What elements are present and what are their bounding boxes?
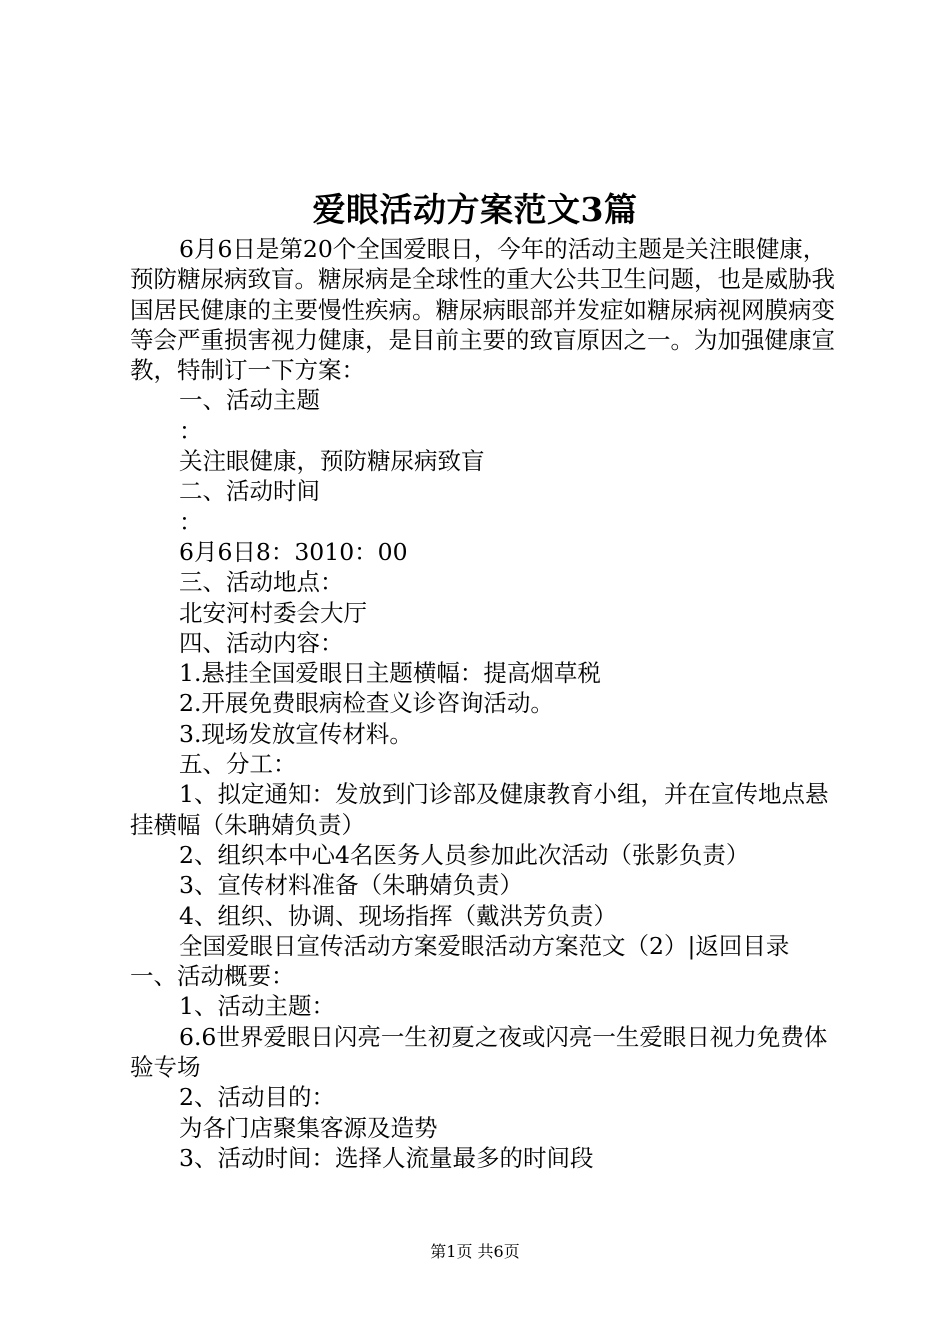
list-item: 2、活动目的： xyxy=(179,1083,335,1112)
page-footer: 第1页 共6页 xyxy=(430,1242,520,1261)
heading-activity-location: 三、活动地点： xyxy=(179,568,344,597)
paragraph-location-text: 北安河村委会大厅 xyxy=(179,598,367,627)
heading-activity-time: 二、活动时间 xyxy=(179,477,320,506)
colon-line: ： xyxy=(179,416,203,445)
document-title: 爱眼活动方案范文3篇 xyxy=(312,190,638,229)
heading-activity-theme: 一、活动主题 xyxy=(179,386,320,415)
list-item: 2.开展免费眼病检查义诊咨询活动。 xyxy=(179,689,554,718)
list-item: 2、组织本中心4名医务人员参加此次活动（张影负责） xyxy=(179,840,750,869)
list-item: 1.悬挂全国爱眼日主题横幅：提高烟草税 xyxy=(179,659,601,688)
list-item: 4、组织、协调、现场指挥（戴洪芳负责） xyxy=(179,901,617,930)
list-item: 3、活动时间：选择人流量最多的时间段 xyxy=(179,1143,594,1172)
list-item: 3、宣传材料准备（朱聃婧负责） xyxy=(179,871,523,900)
list-item: 3.现场发放宣传材料。 xyxy=(179,719,413,748)
list-item: 1、拟定通知：发放到门诊部及健康教育小组，并在宣传地点悬挂横幅（朱聃婧负责） xyxy=(130,780,829,839)
colon-line: ： xyxy=(179,507,203,536)
paragraph-purpose-text: 为各门店聚集客源及造势 xyxy=(179,1113,438,1142)
list-item: 1、活动主题： xyxy=(179,992,335,1021)
paragraph-intro: 6月6日是第20个全国爱眼日，今年的活动主题是关注眼健康，预防糖尿病致盲。糖尿病是全球性的重大公共卫生问题，也是威胁我国居民健康的主要慢性疾病。糖尿病眼部并发症如糖尿病视网膜病变等会严重损害视力健康，是目前主要的致盲原因之一。为加强健康宣教，特制订一下方案： xyxy=(130,235,835,385)
paragraph-time-text: 6月6日8：3010：00 xyxy=(179,537,408,566)
paragraph-section-two-heading: 全国爱眼日宣传活动方案爱眼活动方案范文（2）|返回目录一、活动概要： xyxy=(130,931,790,991)
document-body xyxy=(130,234,836,1173)
paragraph-theme-two: 6.6世界爱眼日闪亮一生初夏之夜或闪亮一生爱眼日视力免费体验专场 xyxy=(130,1022,828,1082)
heading-activity-content: 四、活动内容： xyxy=(179,628,344,657)
heading-division-of-labor: 五、分工： xyxy=(179,750,297,779)
paragraph-theme-text: 关注眼健康，预防糖尿病致盲 xyxy=(179,447,485,476)
